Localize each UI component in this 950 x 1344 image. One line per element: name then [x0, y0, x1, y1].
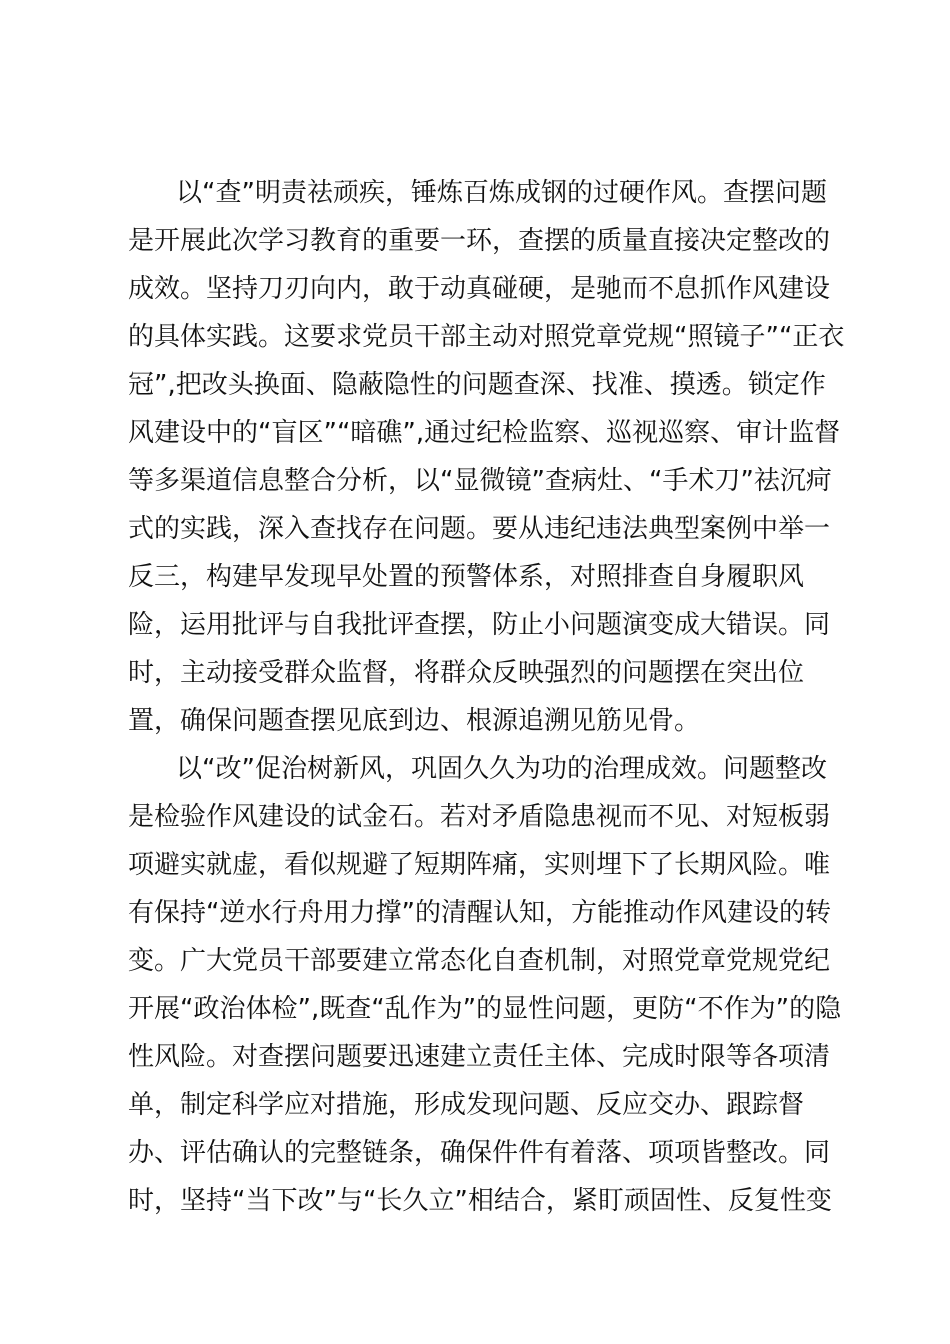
paragraph-1-line-5: 冠”,把改头换面、隐蔽隐性的问题查深、找准、摸透。锁定作 — [128, 370, 826, 400]
paragraph-1-line-6: 风建设中的“盲区”“暗礁”,通过纪检监察、巡视巡察、审计监督 — [128, 418, 841, 448]
paragraph-1-line-1: 以“查”明责祛顽疾，锤炼百炼成钢的过硬作风。查摆问题 — [176, 178, 827, 208]
paragraph-2-line-6: 开展“政治体检”,既查“乱作为”的显性问题，更防“不作为”的隐 — [128, 994, 842, 1024]
paragraph-2-line-4: 有保持“逆水行舟用力撑”的清醒认知，方能推动作风建设的转 — [128, 898, 831, 928]
paragraph-2-line-8: 单，制定科学应对措施，形成发现问题、反应交办、跟踪督 — [128, 1090, 805, 1120]
paragraph-1-line-2: 是开展此次学习教育的重要一环，查摆的质量直接决定整改的 — [128, 226, 831, 256]
paragraph-2-line-7: 性风险。对查摆问题要迅速建立责任主体、完成时限等各项清 — [128, 1042, 831, 1072]
paragraph-2-line-10: 时，坚持“当下改”与“长久立”相结合，紧盯顽固性、反复性变 — [128, 1186, 832, 1216]
paragraph-2-line-2: 是检验作风建设的试金石。若对矛盾隐患视而不见、对短板弱 — [128, 802, 831, 832]
paragraph-1-line-9: 反三，构建早发现早处置的预警体系，对照排查自身履职风 — [128, 562, 805, 592]
paragraph-1-line-11: 时，主动接受群众监督，将群众反映强烈的问题摆在突出位 — [128, 658, 805, 688]
paragraph-2-line-9: 办、评估确认的完整链条，确保件件有着落、项项皆整改。同 — [128, 1138, 831, 1168]
paragraph-2-line-3: 项避实就虚，看似规避了短期阵痛，实则埋下了长期风险。唯 — [128, 850, 831, 880]
paragraph-1-line-8: 式的实践，深入查找存在问题。要从违纪违法典型案例中举一 — [128, 514, 831, 544]
paragraph-1-line-3: 成效。坚持刀刃向内，敢于动真碰硬，是驰而不息抓作风建设 — [128, 274, 831, 304]
paragraph-2-line-1: 以“改”促治树新风，巩固久久为功的治理成效。问题整改 — [176, 754, 827, 784]
paragraph-1-line-12: 置，确保问题查摆见底到边、根源追溯见筋见骨。 — [128, 706, 701, 736]
paragraph-2-line-5: 变。广大党员干部要建立常态化自查机制，对照党章党规党纪 — [128, 946, 831, 976]
paragraph-1-line-10: 险，运用批评与自我批评查摆，防止小问题演变成大错误。同 — [128, 610, 831, 640]
paragraph-1-line-7: 等多渠道信息整合分析，以“显微镜”查病灶、“手术刀”祛沉疴 — [128, 466, 832, 496]
paragraph-1-line-4: 的具体实践。这要求党员干部主动对照党章党规“照镜子”“正衣 — [128, 322, 845, 352]
